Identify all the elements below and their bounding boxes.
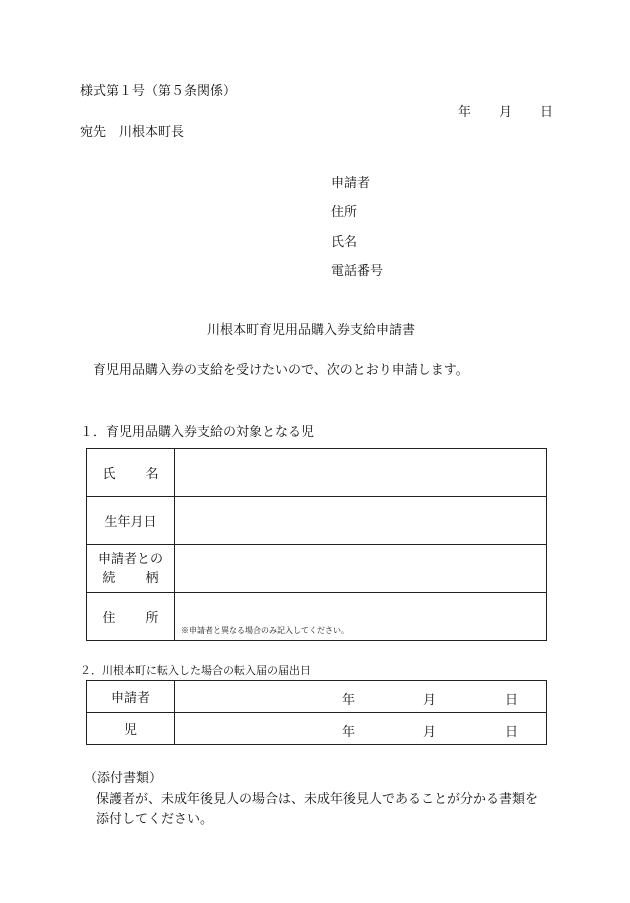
applicant-phone-label: 電話番号 [331,264,384,279]
move-in-applicant-day: 日 [505,693,519,708]
move-in-row-child [87,713,547,745]
child-name-label-a: 氏 [102,467,116,482]
child-relation-row [87,545,547,593]
child-birth-field[interactable] [175,497,547,545]
addressee: 宛先 川根本町長 [80,125,185,140]
applicant-label: 申請者 [331,176,371,191]
date-day-label: 日 [540,105,554,120]
child-address-label-b: 所 [145,611,159,626]
child-address-note: ※申請者と異なる場合のみ記入してください。 [181,626,349,635]
child-name-label-b: 名 [145,467,159,482]
child-birth-label: 生年月日 [87,497,175,545]
move-in-child-month: 月 [423,725,437,740]
form-number: 様式第１号（第５条関係） [80,84,237,99]
intro-text: 育児用品購入券の支給を受けたいので、次のとおり申請します。 [93,363,469,378]
child-relation-label-line1: 申請者との [97,551,163,567]
attachments-heading: （添付書類） [84,771,163,786]
child-relation-label-line2 [87,569,174,588]
child-address-field[interactable] [175,593,547,641]
move-in-child-date-field[interactable] [175,713,547,745]
move-in-child-year: 年 [342,725,356,740]
applicant-name-label: 氏名 [331,235,358,250]
attachments-line1: 保護者が、未成年後見人の場合は、未成年後見人であることが分かる書類を [96,792,539,807]
child-relation-label-b: 柄 [145,570,159,586]
child-address-row [87,593,547,641]
applicant-address-label: 住所 [331,205,358,220]
move-in-applicant-label: 申請者 [87,681,175,713]
child-name-row [87,449,547,497]
child-address-label [87,593,175,641]
date-year-label: 年 [458,105,472,120]
child-info-table [86,448,547,641]
child-relation-field[interactable] [175,545,547,593]
child-name-field[interactable] [175,449,547,497]
move-in-applicant-date-field[interactable] [175,681,547,713]
child-name-label [87,449,175,497]
document-title: 川根本町育児用品購入券支給申請書 [207,323,416,338]
date-month-label: 月 [499,105,513,120]
move-in-child-label: 児 [87,713,175,745]
move-in-row-applicant [87,681,547,713]
child-birth-row [87,497,547,545]
move-in-applicant-month: 月 [423,693,437,708]
child-relation-label [87,545,175,593]
move-in-child-day: 日 [505,725,519,740]
section2-heading: ２．川根本町に転入した場合の転入届の届出日 [80,664,311,677]
child-address-label-a: 住 [102,611,116,626]
section1-heading: １．育児用品購入券支給の対象となる児 [80,425,315,440]
attachments-line2: 添付してください。 [96,812,214,827]
move-in-applicant-year: 年 [342,693,356,708]
child-relation-label-a: 続 [102,570,116,586]
move-in-date-table [86,680,547,745]
